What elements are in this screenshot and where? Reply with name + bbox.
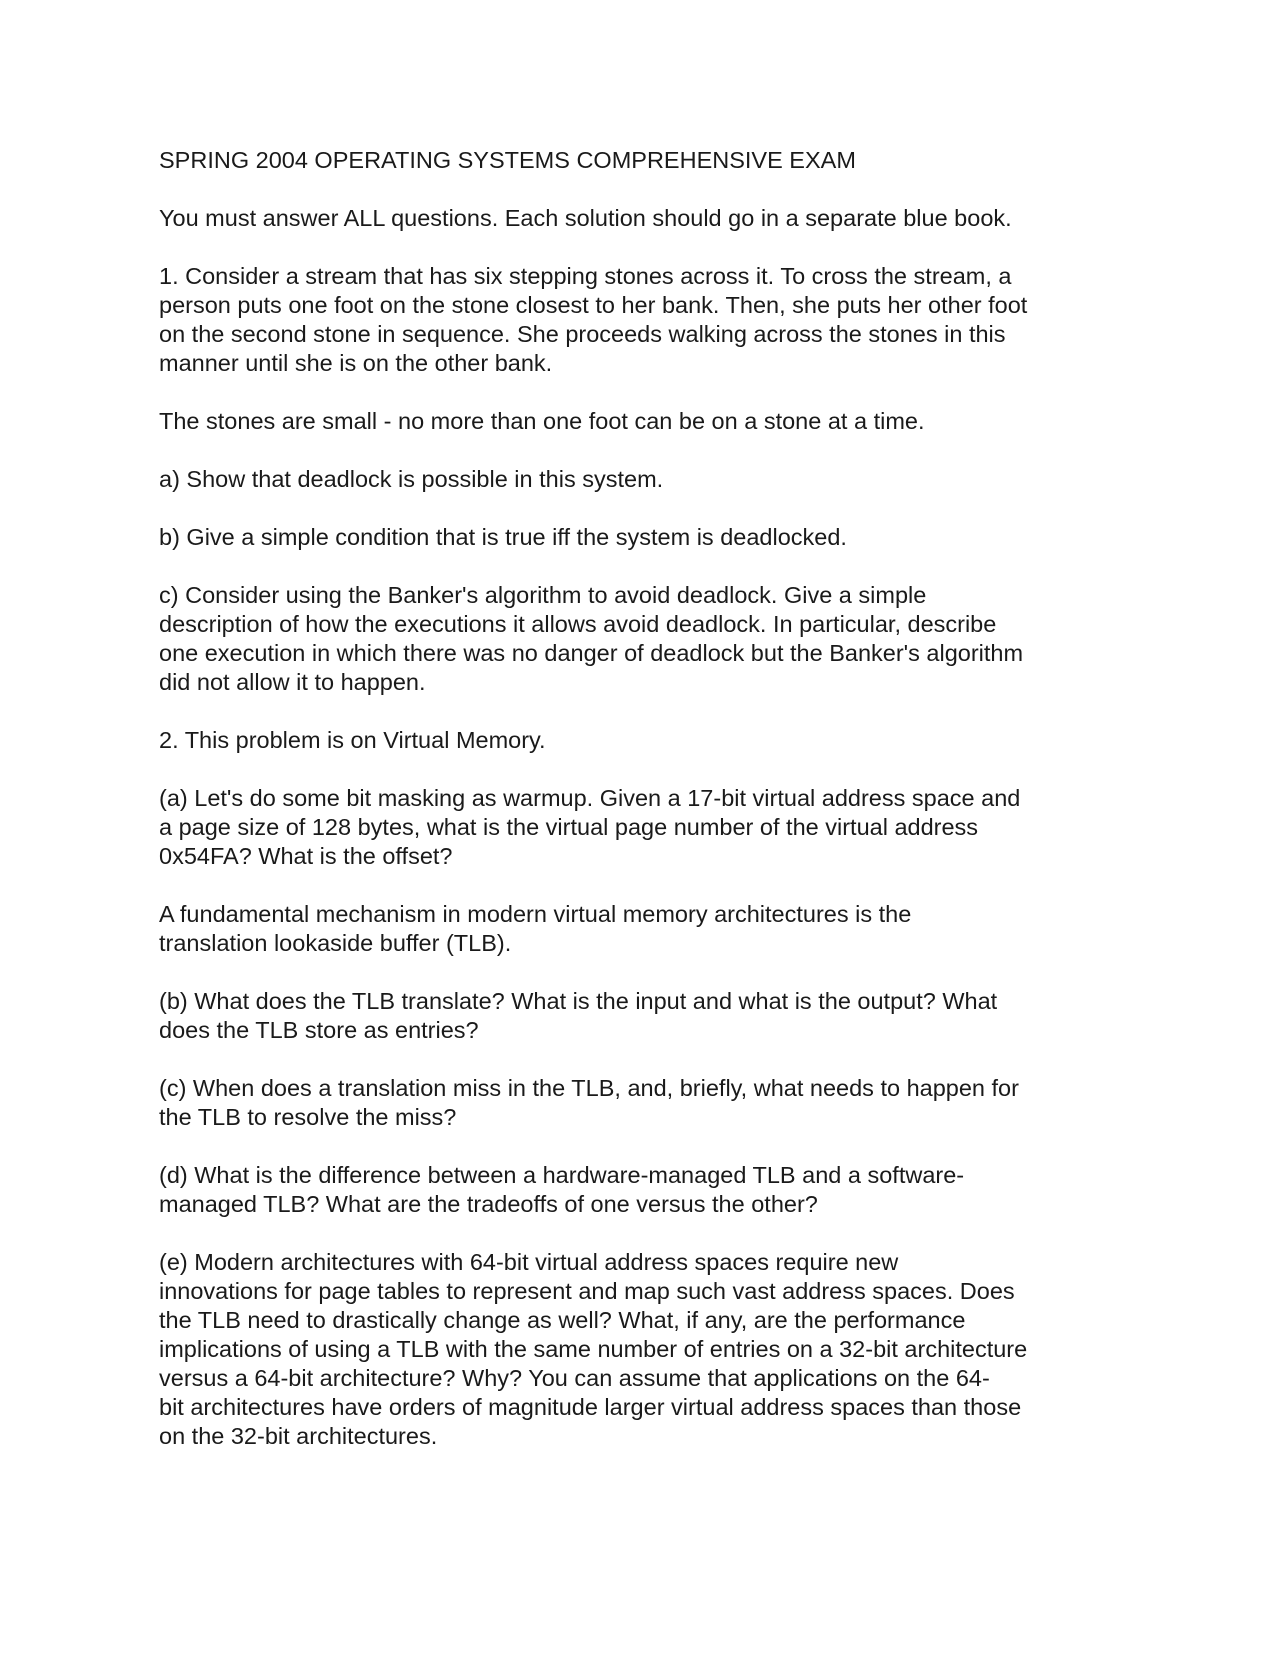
question-2e: (e) Modern architectures with 64-bit virtual address spaces require new innovations for page tables to represent and map such vast address spaces. Does the TLB need to drastically change as well? What, if any, are the performance implications of using a TLB with the same number of entries on a 32-bit architecture versus a 64-bit architecture? Why? You can assume that applications on the 64- bit architectures have orders of magnitude larger virtual address spaces than those on the 32-bit architectures.	[159, 1249, 1028, 1449]
question-1-constraint: The stones are small - no more than one foot can be on a stone at a time.	[159, 408, 925, 434]
question-1b: b) Give a simple condition that is true iff the system is deadlocked.	[159, 524, 847, 550]
exam-title: SPRING 2004 OPERATING SYSTEMS COMPREHENSIVE EXAM	[159, 147, 856, 173]
question-2d: (d) What is the difference between a hardware-managed TLB and a software- managed TLB? What are the tradeoffs of one versus the other?	[159, 1162, 965, 1217]
question-1c: c) Consider using the Banker's algorithm to avoid deadlock. Give a simple description of how the executions it allows avoid deadlock. In particular, describe one execution in which there was no danger of deadlock but the Banker's algorithm did not allow it to happen.	[159, 582, 1024, 695]
question-1-intro: 1. Consider a stream that has six stepping stones across it. To cross the stream, a person puts one foot on the stone closest to her bank. Then, she puts her other foot on the second stone in sequence. She proceeds walking across the stones in this manner until she is on the other bank.	[159, 263, 1028, 376]
question-1a: a) Show that deadlock is possible in this system.	[159, 466, 664, 492]
question-2b: (b) What does the TLB translate? What is the input and what is the output? What does the TLB store as entries?	[159, 988, 998, 1043]
question-2c: (c) When does a translation miss in the TLB, and, briefly, what needs to happen for the TLB to resolve the miss?	[159, 1075, 1019, 1130]
exam-content	[159, 146, 1109, 1480]
question-2-tlb-intro: A fundamental mechanism in modern virtual memory architectures is the translation lookaside buffer (TLB).	[159, 901, 912, 956]
exam-instructions: You must answer ALL questions. Each solution should go in a separate blue book.	[159, 205, 1012, 231]
question-2-intro: 2. This problem is on Virtual Memory.	[159, 727, 546, 753]
question-2a: (a) Let's do some bit masking as warmup. Given a 17-bit virtual address space and a page size of 128 bytes, what is the virtual page number of the virtual address 0x54FA? What is the offset?	[159, 785, 1021, 869]
